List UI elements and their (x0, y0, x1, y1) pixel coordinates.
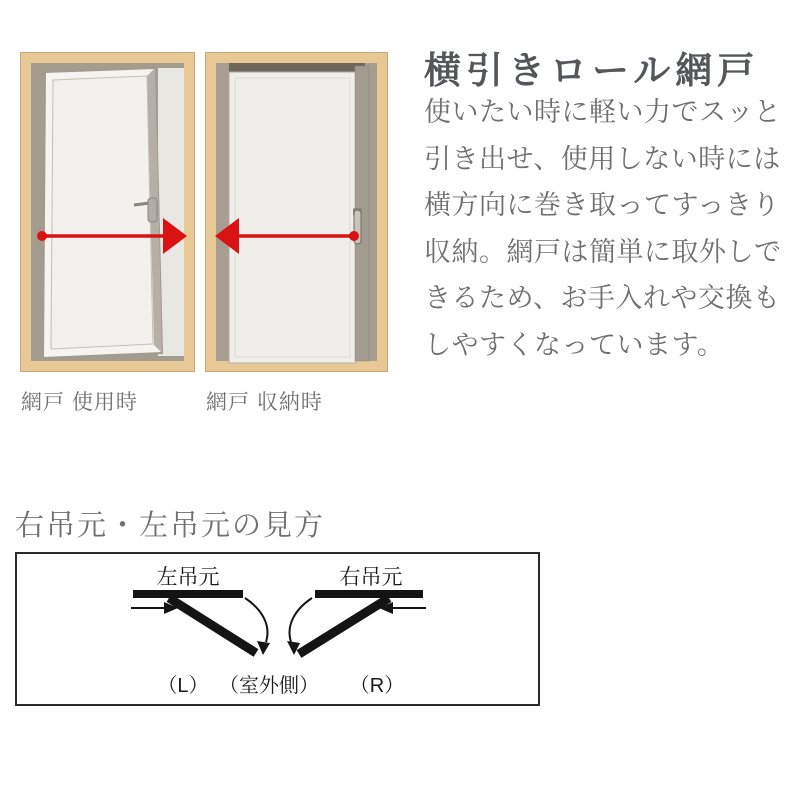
caption-screen-stored: 網戸 収納時 (206, 391, 323, 414)
label-R: （R） (349, 675, 405, 697)
right-swing-arrow-head-icon (287, 641, 300, 655)
description-line: きるため、お手入れや交換も (424, 283, 781, 313)
caption-screen-in-use: 網戸 使用時 (21, 391, 138, 414)
mesh-area (51, 76, 153, 349)
screen-stored-illustration (205, 52, 388, 372)
handle-latch-icon (148, 198, 157, 222)
label-L: （L） (157, 675, 209, 697)
hinge-guide-diagram-box (15, 552, 540, 706)
right-door-closed-bar (315, 590, 423, 598)
left-swing-arc (245, 598, 267, 642)
page-title: 横引きロール網戸 (424, 50, 760, 91)
description-line: しやすくなっています。 (424, 329, 725, 360)
left-door-open-bar (169, 598, 256, 653)
description-line: 横方向に巻き取ってすっきり (424, 190, 780, 220)
right-door-open-bar (299, 598, 389, 654)
closed-door-panel (229, 72, 356, 363)
screen-in-use-illustration (20, 52, 195, 372)
left-door-closed-bar (133, 590, 243, 598)
hinge-guide-heading: 右吊元・左吊元の見方 (15, 510, 326, 542)
description-line: 収納。網戸は簡単に取外しで (424, 236, 782, 267)
description-line: 使いたい時に軽い力でスッと (424, 97, 782, 127)
product-description (424, 89, 782, 368)
right-hinge-label: 右吊元 (339, 566, 403, 589)
description-line: 引き出せ、使用しない時には (424, 143, 781, 174)
left-swing-arrow-head-icon (257, 641, 270, 655)
label-outdoor-side: （室外側） (219, 675, 319, 697)
hinge-guide-diagram (17, 554, 538, 704)
roll-top-rail (229, 63, 365, 72)
right-swing-arc (290, 598, 312, 642)
photo-screen-in-use (20, 52, 195, 372)
photo-screen-stored (205, 52, 388, 372)
left-hinge-label: 左吊元 (156, 566, 220, 589)
